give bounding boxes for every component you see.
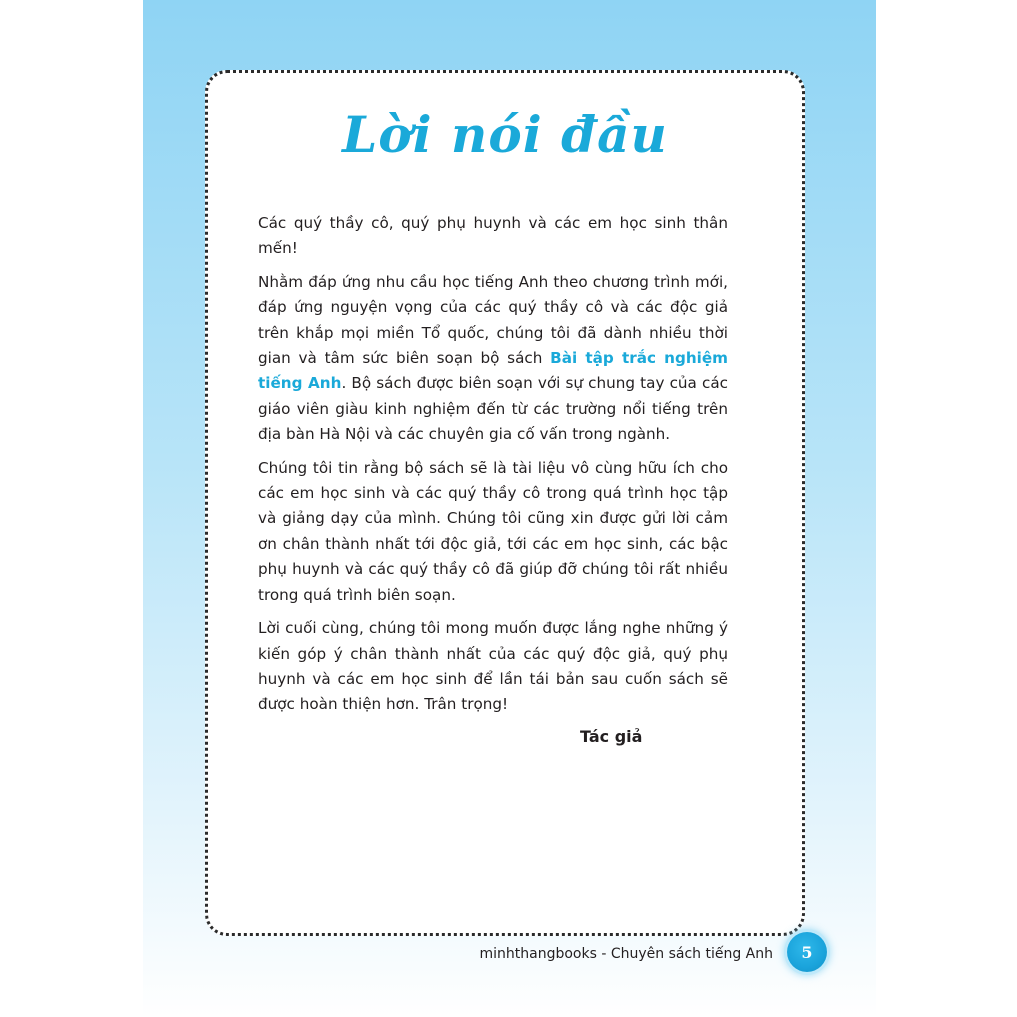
author-signature: Tác giả bbox=[580, 727, 643, 746]
footer-brand-text: minhthangbooks - Chuyên sách tiếng Anh bbox=[479, 946, 773, 962]
book-title-highlight: Bài tập trắc nghiệm tiếng Anh bbox=[258, 349, 728, 393]
paragraph-1-end: . Bộ sách được biên soạn với sự chung tay của các giáo viên giàu kinh nghiệm đến từ các trường nổi tiếng trên địa bàn Hà Nội và các chuyên gia cố vấn trong ngành. bbox=[258, 374, 728, 444]
paragraph-1 bbox=[258, 270, 728, 448]
page-number-badge: 5 bbox=[787, 932, 827, 972]
paragraph-2: Chúng tôi tin rằng bộ sách sẽ là tài liệu vô cùng hữu ích cho các em học sinh và các quý thầy cô trong quá trình học tập và giảng dạy của mình. Chúng tôi cũng xin được gửi lời cảm ơn chân thành nhất tới độc giả, tới các em học sinh, các bậc phụ huynh và các quý thầy cô đã giúp đỡ chúng tôi rất nhiều trong quá trình biên soạn. bbox=[258, 458, 728, 604]
greeting-paragraph: Các quý thầy cô, quý phụ huynh và các em học sinh thân mến! bbox=[258, 214, 728, 258]
page-title: Lời nói đầu bbox=[342, 105, 668, 164]
paragraph-3: Lời cuối cùng, chúng tôi mong muốn được lắng nghe những ý kiến góp ý chân thành nhất của các quý độc giả, quý phụ huynh và các em học sinh để lần tái bản sau cuốn sách sẽ được hoàn thiện hơn. Trân trọng! bbox=[258, 619, 728, 714]
preface-body bbox=[258, 211, 728, 726]
paragraph-1-start: Nhằm đáp ứng nhu cầu học tiếng Anh theo chương trình mới, đáp ứng nguyện vọng của các quý thầy cô và các độc giả trên khắp mọi miền Tổ quốc, chúng tôi đã dành nhiều thời gian và tâm sức biên soạn bộ sách bbox=[258, 272, 728, 368]
